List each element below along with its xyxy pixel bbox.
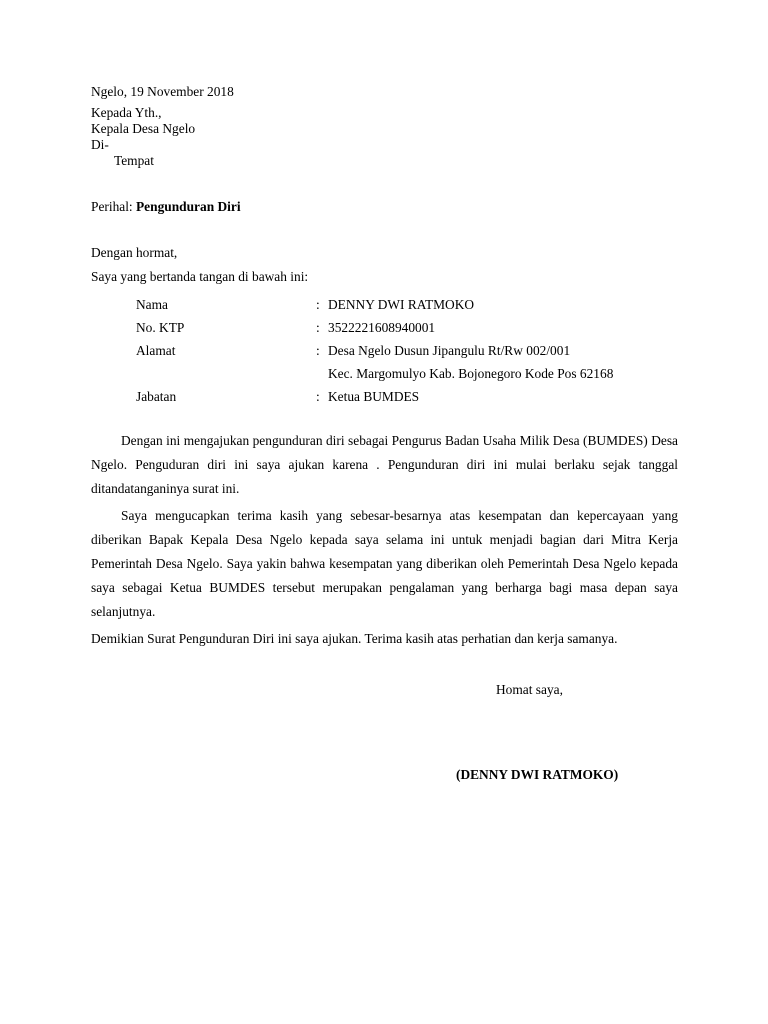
identity-value: Ketua BUMDES [328, 389, 420, 404]
body-paragraph-3: Demikian Surat Pengunduran Diri ini saya ajukan. Terima kasih atas perhatian dan kerja samanya. [91, 631, 618, 646]
identity-label: Alamat [136, 343, 176, 358]
recipient-line-2: Kepala Desa Ngelo [91, 121, 196, 136]
identity-colon: : [316, 343, 320, 358]
greeting: Dengan hormat, [91, 245, 178, 260]
intro-text: Saya yang bertanda tangan di bawah ini: [91, 269, 309, 284]
recipient-line-4: Tempat [114, 153, 154, 168]
recipient-block [91, 105, 678, 169]
identity-value: DENNY DWI RATMOKO [328, 297, 475, 312]
identity-row-address [136, 343, 678, 389]
body-paragraph-1: Dengan ini mengajukan pengunduran diri sebagai Pengurus Badan Usaha Milik Desa (BUMDES) Desa Ngelo. Penguduran diri ini saya ajukan karena . Pengunduran diri ini mulai berlaku sejak tanggal ditandatanganinya surat ini. [91, 433, 678, 496]
signature-name: (DENNY DWI RATMOKO) [456, 767, 619, 782]
letter-page [91, 84, 678, 783]
identity-value [328, 343, 678, 389]
identity-row-name [136, 297, 678, 320]
body-paragraph-2: Saya mengucapkan terima kasih yang sebesar-besarnya atas kesempatan dan kepercayaan yang diberikan Bapak Kepala Desa Ngelo kepada saya selama ini untuk menjadi bagian dari Mitra Kerja Pemerintah Desa Ngelo. Saya yakin bahwa kesempatan yang diberikan oleh Pemerintah Desa Ngelo kepada saya sebagai Ketua BUMDES tersebut merupakan pengalaman yang berharga bagi masa depan saya selanjutnya. [91, 508, 678, 619]
identity-table [136, 297, 678, 412]
recipient-line-3: Di- [91, 137, 109, 152]
subject-label: Perihal: [91, 199, 136, 214]
identity-row-position [136, 389, 678, 412]
identity-label: No. KTP [136, 320, 185, 335]
closing-salutation: Homat saya, [496, 682, 563, 697]
place-date: Ngelo, 19 November 2018 [91, 84, 234, 99]
address-line-1: Desa Ngelo Dusun Jipangulu Rt/Rw 002/001 [328, 343, 571, 358]
identity-label: Jabatan [136, 389, 177, 404]
subject-line [91, 199, 678, 215]
identity-row-ktp [136, 320, 678, 343]
recipient-line-1: Kepada Yth., [91, 105, 162, 120]
identity-colon: : [316, 320, 320, 335]
identity-colon: : [316, 389, 320, 404]
subject-value: Pengunduran Diri [136, 199, 241, 214]
identity-value: 3522221608940001 [328, 320, 436, 335]
identity-label: Nama [136, 297, 168, 312]
identity-colon: : [316, 297, 320, 312]
address-line-2: Kec. Margomulyo Kab. Bojonegoro Kode Pos 62168 [328, 366, 614, 381]
